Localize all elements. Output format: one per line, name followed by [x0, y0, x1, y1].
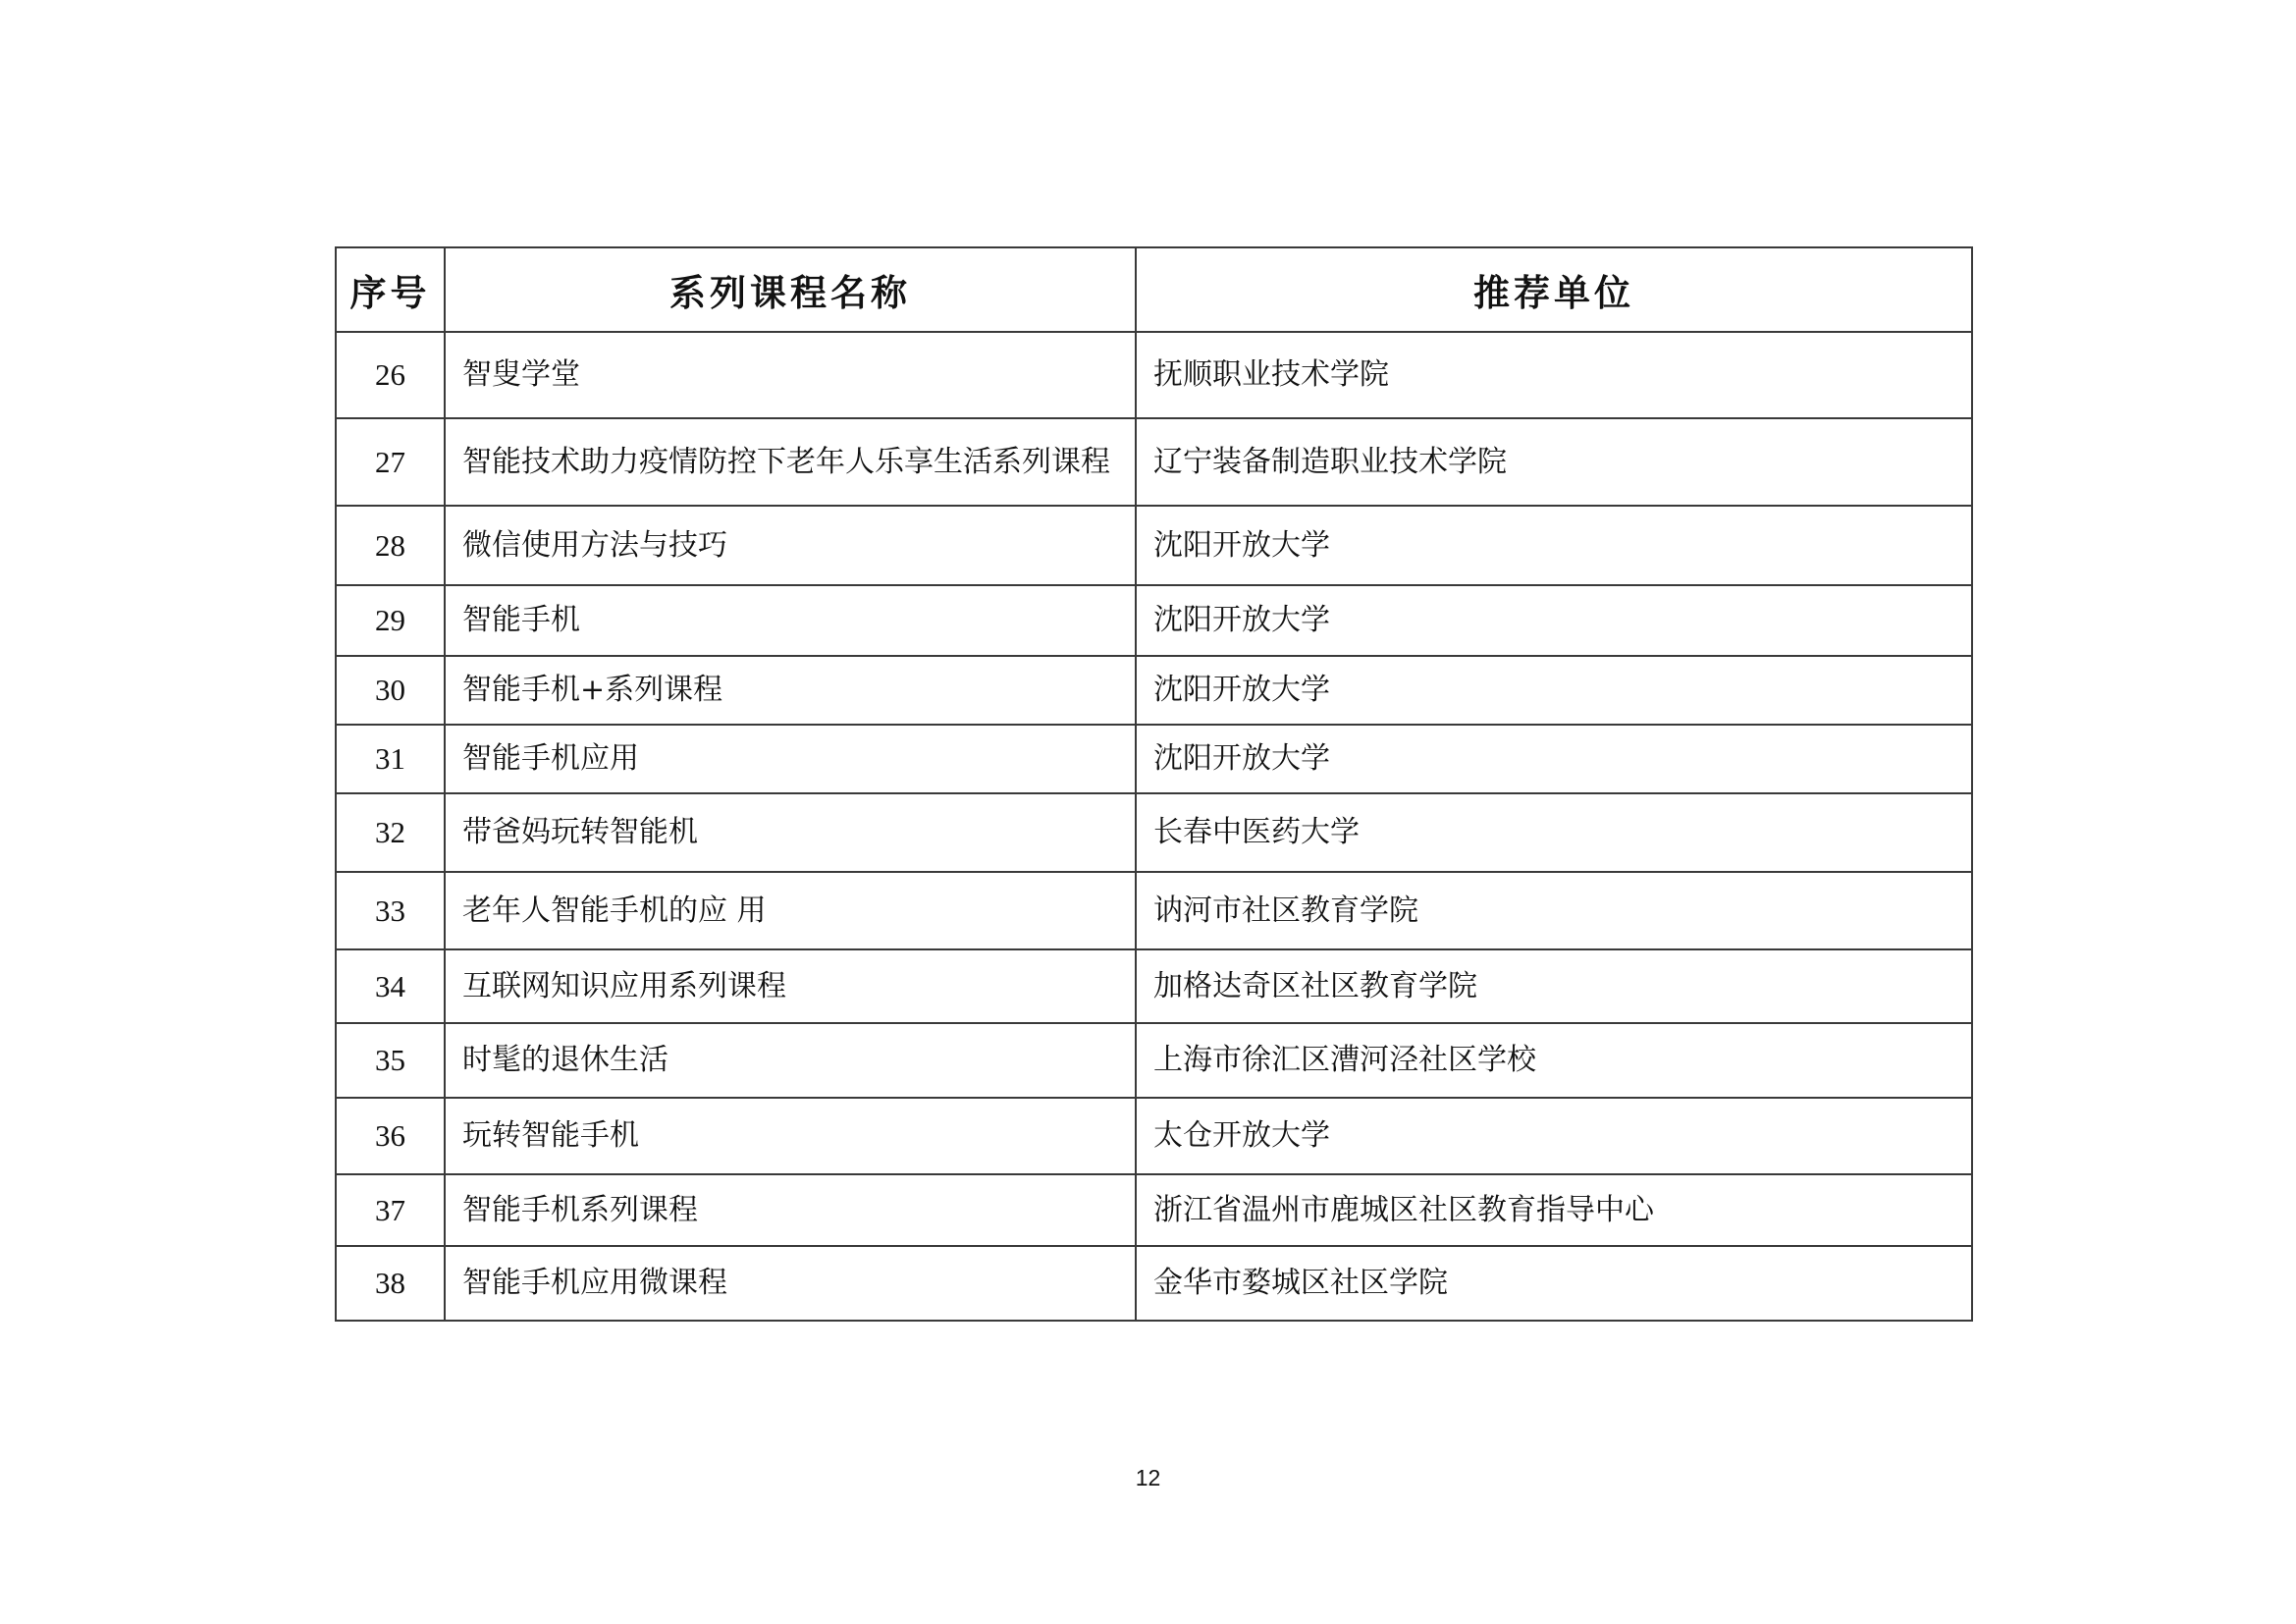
recommending-unit: 讷河市社区教育学院 [1136, 872, 1972, 949]
recommending-unit: 沈阳开放大学 [1136, 725, 1972, 793]
table-row [336, 793, 1972, 872]
row-number: 36 [336, 1098, 445, 1174]
course-name: 微信使用方法与技巧 [445, 506, 1136, 585]
table-row [336, 949, 1972, 1023]
table-header-row [336, 247, 1972, 332]
course-name: 智叟学堂 [445, 332, 1136, 418]
row-number: 32 [336, 793, 445, 872]
recommending-unit: 长春中医药大学 [1136, 793, 1972, 872]
row-number: 34 [336, 949, 445, 1023]
recommending-unit: 沈阳开放大学 [1136, 585, 1972, 656]
row-number: 29 [336, 585, 445, 656]
course-table [335, 246, 1973, 1322]
course-name: 智能手机+系列课程 [445, 656, 1136, 725]
course-name: 智能技术助力疫情防控下老年人乐享生活系列课程 [445, 418, 1136, 506]
row-number: 26 [336, 332, 445, 418]
table-row [336, 872, 1972, 949]
course-name: 老年人智能手机的应 用 [445, 872, 1136, 949]
recommending-unit: 太仓开放大学 [1136, 1098, 1972, 1174]
course-name: 玩转智能手机 [445, 1098, 1136, 1174]
row-number: 38 [336, 1246, 445, 1321]
row-number: 35 [336, 1023, 445, 1098]
course-name: 带爸妈玩转智能机 [445, 793, 1136, 872]
table-row [336, 656, 1972, 725]
page-number: 12 [1135, 1465, 1161, 1490]
table-row [336, 418, 1972, 506]
row-number: 27 [336, 418, 445, 506]
course-name: 智能手机应用 [445, 725, 1136, 793]
table-row [336, 1174, 1972, 1246]
course-name: 智能手机 [445, 585, 1136, 656]
recommending-unit: 浙江省温州市鹿城区社区教育指导中心 [1136, 1174, 1972, 1246]
header-number: 序号 [336, 247, 445, 332]
recommending-unit: 沈阳开放大学 [1136, 656, 1972, 725]
recommending-unit: 抚顺职业技术学院 [1136, 332, 1972, 418]
course-name: 互联网知识应用系列课程 [445, 949, 1136, 1023]
table-row [336, 1246, 1972, 1321]
course-name: 智能手机系列课程 [445, 1174, 1136, 1246]
table-row [336, 585, 1972, 656]
header-course-name: 系列课程名称 [445, 247, 1136, 332]
recommending-unit: 上海市徐汇区漕河泾社区学校 [1136, 1023, 1972, 1098]
row-number: 31 [336, 725, 445, 793]
recommending-unit: 金华市婺城区社区学院 [1136, 1246, 1972, 1321]
row-number: 37 [336, 1174, 445, 1246]
recommending-unit: 沈阳开放大学 [1136, 506, 1972, 585]
row-number: 28 [336, 506, 445, 585]
header-recommending-unit: 推荐单位 [1136, 247, 1972, 332]
table-row [336, 725, 1972, 793]
table-row [336, 506, 1972, 585]
course-name: 时髦的退休生活 [445, 1023, 1136, 1098]
table-row [336, 1023, 1972, 1098]
row-number: 33 [336, 872, 445, 949]
table-row [336, 1098, 1972, 1174]
recommending-unit: 辽宁装备制造职业技术学院 [1136, 418, 1972, 506]
row-number: 30 [336, 656, 445, 725]
course-name: 智能手机应用微课程 [445, 1246, 1136, 1321]
table-row [336, 332, 1972, 418]
recommending-unit: 加格达奇区社区教育学院 [1136, 949, 1972, 1023]
